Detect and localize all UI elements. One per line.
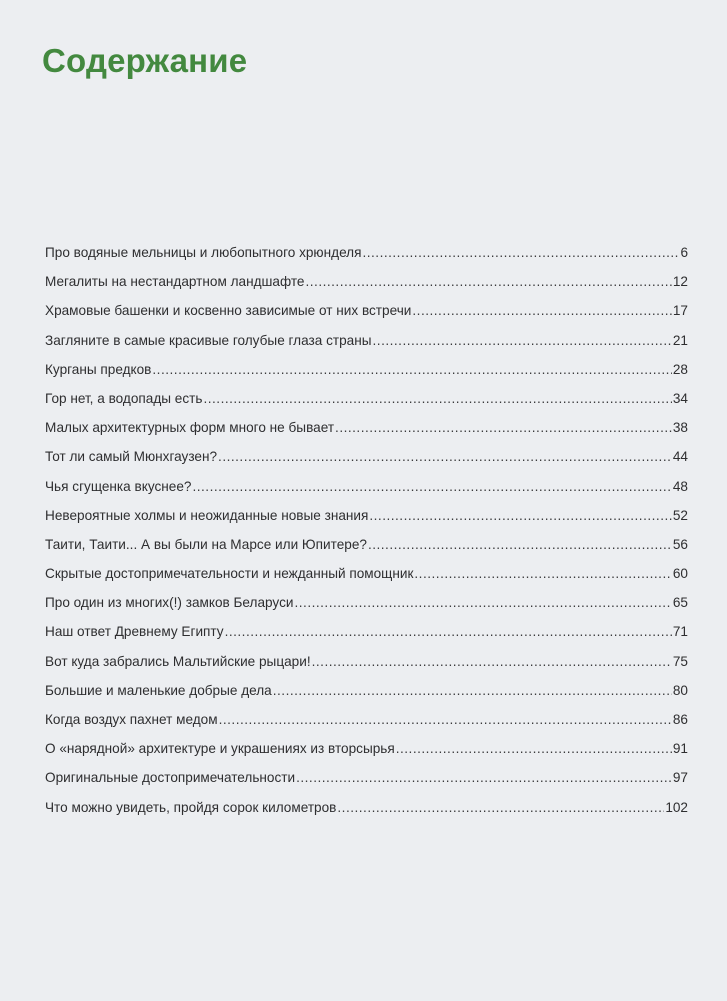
toc-entry	[45, 595, 688, 624]
toc-entry	[45, 800, 688, 829]
toc-entry-title: Про один из многих(!) замков Беларуси	[45, 595, 294, 611]
toc-entry-title: Храмовые башенки и косвенно зависимые от них встречи	[45, 303, 412, 319]
dot-leader	[225, 624, 672, 639]
dot-leader	[362, 245, 679, 260]
toc-entry-title: Курганы предков	[45, 361, 152, 377]
toc-entry-page: 28	[672, 361, 688, 377]
dot-leader	[368, 537, 672, 552]
toc-entry	[45, 245, 688, 274]
toc-entry-title: Скрытые достопримечательности и нежданный помощник	[45, 566, 414, 582]
toc-entry	[45, 420, 688, 449]
toc-entry-title: Чья сгущенка вкуснее?	[45, 478, 192, 494]
toc-entry-page: 65	[672, 595, 688, 611]
toc-entry-title: Когда воздух пахнет медом	[45, 712, 218, 727]
toc-entry	[45, 624, 688, 653]
toc-entry-title: О «нарядной» архитектуре и украшениях из вторсырья	[45, 741, 395, 757]
toc-entry	[45, 508, 688, 537]
toc-entry	[45, 741, 688, 770]
dot-leader	[412, 303, 671, 318]
toc-entry-title: Оригинальные достопримечательности	[45, 770, 296, 786]
toc-entry-page: 60	[672, 566, 688, 582]
toc-entry-title: Про водяные мельницы и любопытного хрюнделя	[45, 245, 362, 260]
table-of-contents	[45, 245, 688, 829]
toc-entry-page: 44	[672, 449, 688, 465]
toc-entry	[45, 362, 688, 391]
toc-entry-page: 97	[672, 770, 688, 786]
toc-entry	[45, 537, 688, 566]
toc-entry	[45, 391, 688, 420]
dot-leader	[312, 654, 672, 669]
toc-entry-page: 71	[672, 624, 688, 640]
toc-entry	[45, 712, 688, 741]
toc-entry-title: Невероятные холмы и неожиданные новые знания	[45, 507, 369, 523]
dot-leader	[273, 683, 672, 698]
toc-entry-page: 6	[680, 245, 688, 260]
toc-entry-page: 48	[672, 478, 688, 494]
toc-entry-page: 52	[672, 507, 688, 523]
dot-leader	[414, 566, 671, 581]
toc-entry-title: Наш ответ Древнему Египту	[45, 624, 224, 640]
toc-entry-page: 56	[672, 536, 688, 552]
dot-leader	[152, 362, 671, 377]
toc-entry-title: Таити, Таити... А вы были на Марсе или Юпитере?	[45, 536, 367, 552]
dot-leader	[294, 595, 671, 610]
dot-leader	[192, 479, 671, 494]
toc-entry	[45, 683, 688, 712]
toc-entry-title: Что можно увидеть, пройдя сорок километров	[45, 799, 337, 815]
toc-entry-page: 86	[672, 712, 688, 727]
toc-entry	[45, 303, 688, 332]
toc-entry-title: Малых архитектурных форм много не бывает	[45, 420, 335, 436]
dot-leader	[337, 800, 664, 815]
dot-leader	[373, 333, 672, 348]
dot-leader	[296, 770, 672, 785]
dot-leader	[335, 420, 672, 435]
toc-entry	[45, 770, 688, 799]
toc-entry	[45, 654, 688, 683]
toc-entry	[45, 449, 688, 478]
dot-leader	[369, 508, 672, 523]
toc-entry-page: 38	[672, 420, 688, 436]
dot-leader	[306, 274, 672, 289]
toc-entry-page: 80	[672, 682, 688, 698]
toc-entry	[45, 274, 688, 303]
toc-entry-page: 75	[672, 653, 688, 669]
toc-entry-title: Большие и маленькие добрые дела	[45, 682, 272, 698]
toc-entry-title: Вот куда забрались Мальтийские рыцари!	[45, 653, 311, 669]
toc-entry-title: Загляните в самые красивые голубые глаза страны	[45, 332, 372, 348]
toc-entry-page: 91	[672, 741, 688, 757]
toc-entry	[45, 479, 688, 508]
toc-entry-page: 34	[672, 390, 688, 406]
toc-entry-title: Гор нет, а водопады есть	[45, 390, 203, 406]
dot-leader	[396, 741, 672, 756]
toc-entry-title: Мегалиты на нестандартном ландшафте	[45, 274, 305, 290]
toc-entry	[45, 566, 688, 595]
toc-entry-page: 102	[665, 799, 688, 815]
dot-leader	[219, 712, 672, 727]
dot-leader	[218, 449, 672, 464]
toc-entry-title: Тот ли самый Мюнхгаузен?	[45, 449, 218, 465]
page-title: Содержание	[42, 42, 248, 79]
toc-entry-page: 17	[672, 303, 688, 319]
toc-entry-page: 12	[672, 274, 688, 290]
toc-entry-page: 21	[672, 332, 688, 348]
dot-leader	[203, 391, 671, 406]
toc-entry	[45, 333, 688, 362]
